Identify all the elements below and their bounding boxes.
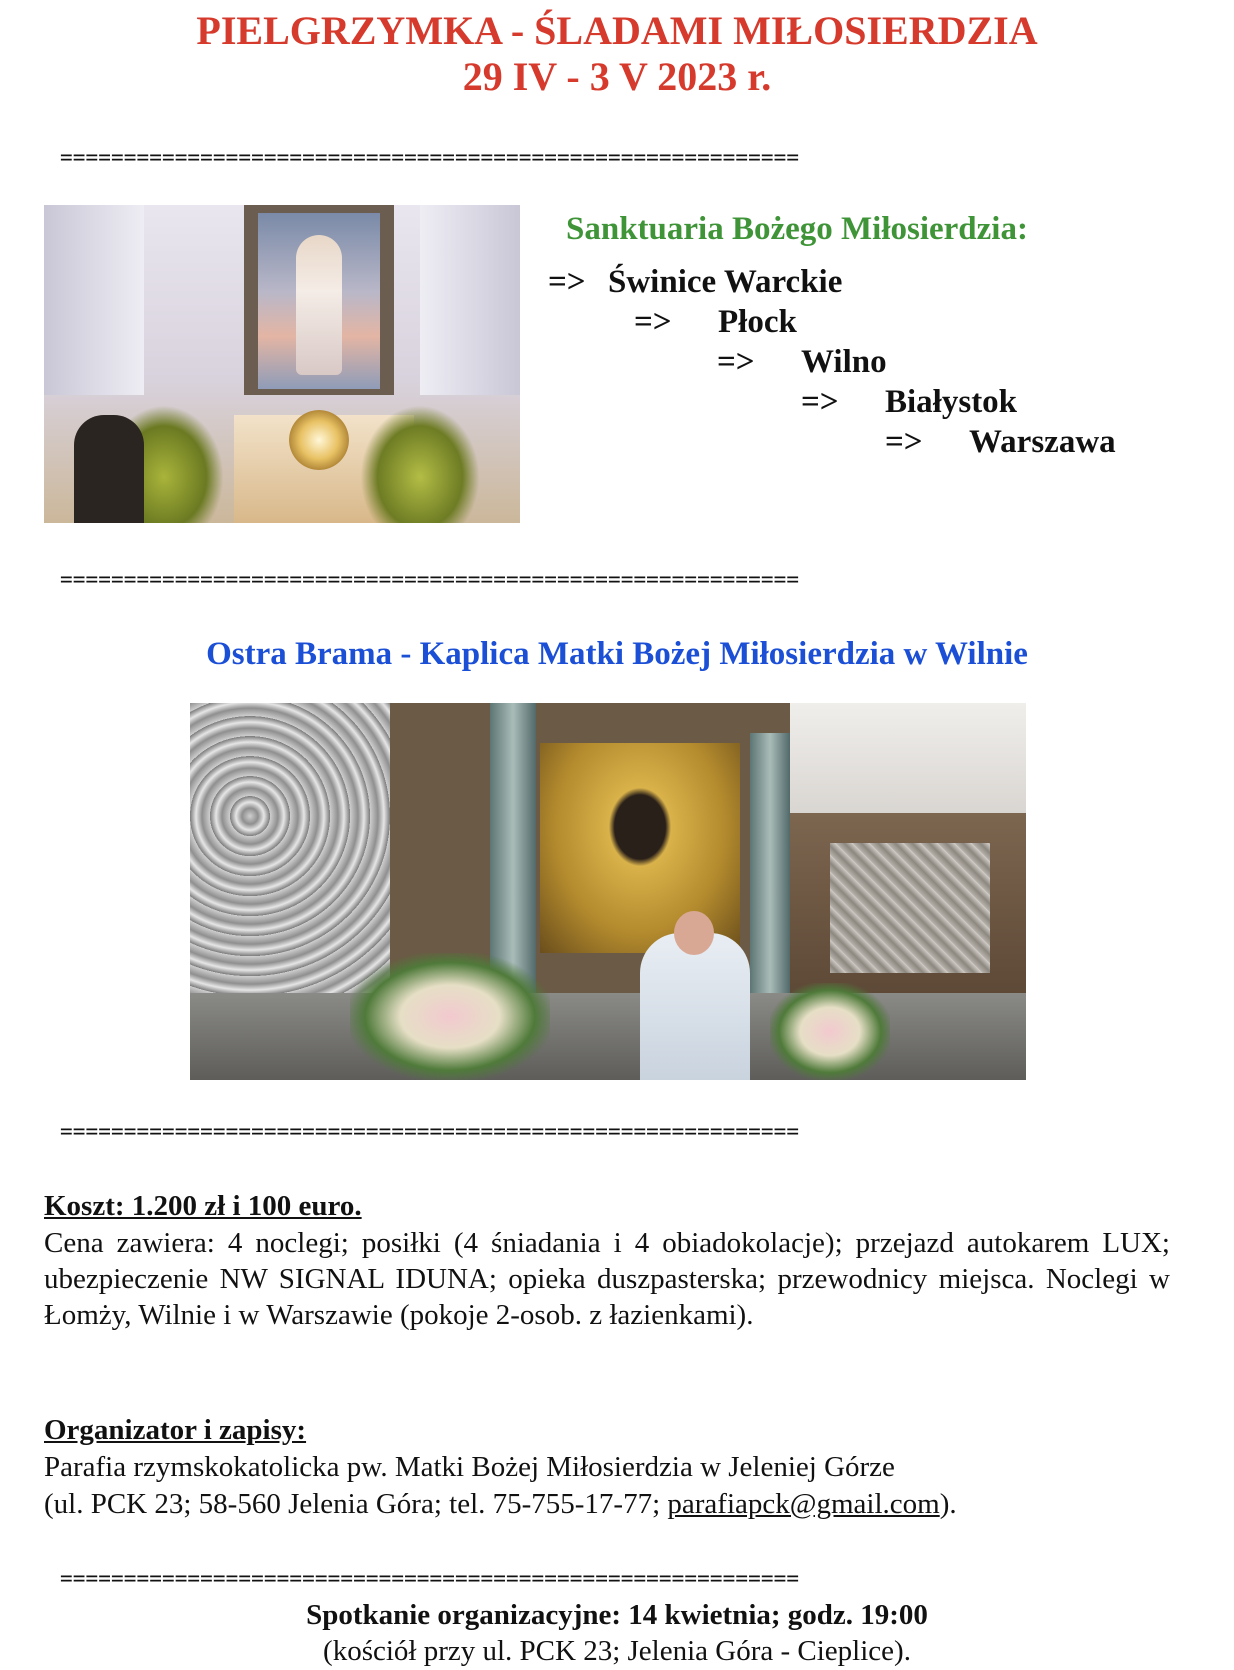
separator-line: ==========================================================: [60, 568, 800, 590]
route-item: [885, 422, 1116, 462]
meeting-title: Spotkanie organizacyjne: 14 kwietnia; godz. 19:00: [306, 1599, 928, 1631]
arrow-label: =>: [801, 384, 839, 420]
ostra-brama-heading: Ostra Brama - Kaplica Matki Bożej Miłosierdzia w Wilnie: [206, 636, 1028, 672]
route-item: [801, 382, 1017, 422]
organizer-parish: Parafia rzymskokatolicka pw. Matki Bożej Miłosierdzia w Jeleniej Górze: [44, 1451, 895, 1483]
route-item: [634, 302, 797, 342]
route-stop-warszawa: Warszawa: [969, 424, 1116, 460]
separator-line: ==========================================================: [60, 1120, 800, 1142]
organizer-heading: Organizator i zapisy:: [44, 1414, 307, 1446]
organizer-contact: [44, 1486, 957, 1522]
arrow-label: =>: [717, 344, 755, 380]
shrines-heading: Sanktuaria Bożego Miłosierdzia:: [566, 211, 1028, 247]
email-link[interactable]: parafiapck@gmail.com: [667, 1488, 940, 1520]
arrow-label: =>: [548, 264, 586, 300]
route-item: [548, 262, 842, 302]
meeting-place: (kościół przy ul. PCK 23; Jelenia Góra - Cieplice).: [323, 1635, 911, 1667]
route-item: [717, 342, 887, 382]
pilgrimage-dates: 29 IV - 3 V 2023 r.: [462, 54, 772, 99]
page-title: PIELGRZYMKA - ŚLADAMI MIŁOSIERDZIA: [196, 8, 1038, 53]
divine-mercy-shrine-photo: [44, 205, 520, 523]
cost-heading: Koszt: 1.200 zł i 100 euro.: [44, 1190, 362, 1222]
cost-description: Cena zawiera: 4 noclegi; posiłki (4 śniadania i 4 obiadokolacje); przejazd autokarem LUX; ubezpieczenie NW SIGNAL IDUNA; opieka duszpasterska; przewodnicy miejsca. Noclegi w Łomży, Wilnie i w Warszawie (pokoje 2-osob. z łazienkami).: [44, 1227, 1170, 1331]
route-stop-bialystok: Białystok: [885, 384, 1018, 420]
route-stop-plock: Płock: [718, 304, 797, 340]
organizer-address: (ul. PCK 23; 58-560 Jelenia Góra; tel. 75-755-17-77;: [44, 1488, 668, 1520]
ostra-brama-chapel-photo: [190, 703, 1026, 1080]
route-stop-wilno: Wilno: [801, 344, 887, 380]
separator-line: ==========================================================: [60, 1567, 800, 1589]
arrow-label: =>: [885, 424, 923, 460]
route-stop-swinice: Świnice Warckie: [608, 264, 843, 300]
organizer-contact-end: ).: [939, 1488, 957, 1520]
arrow-label: =>: [634, 304, 672, 340]
separator-line: ==========================================================: [60, 146, 800, 168]
